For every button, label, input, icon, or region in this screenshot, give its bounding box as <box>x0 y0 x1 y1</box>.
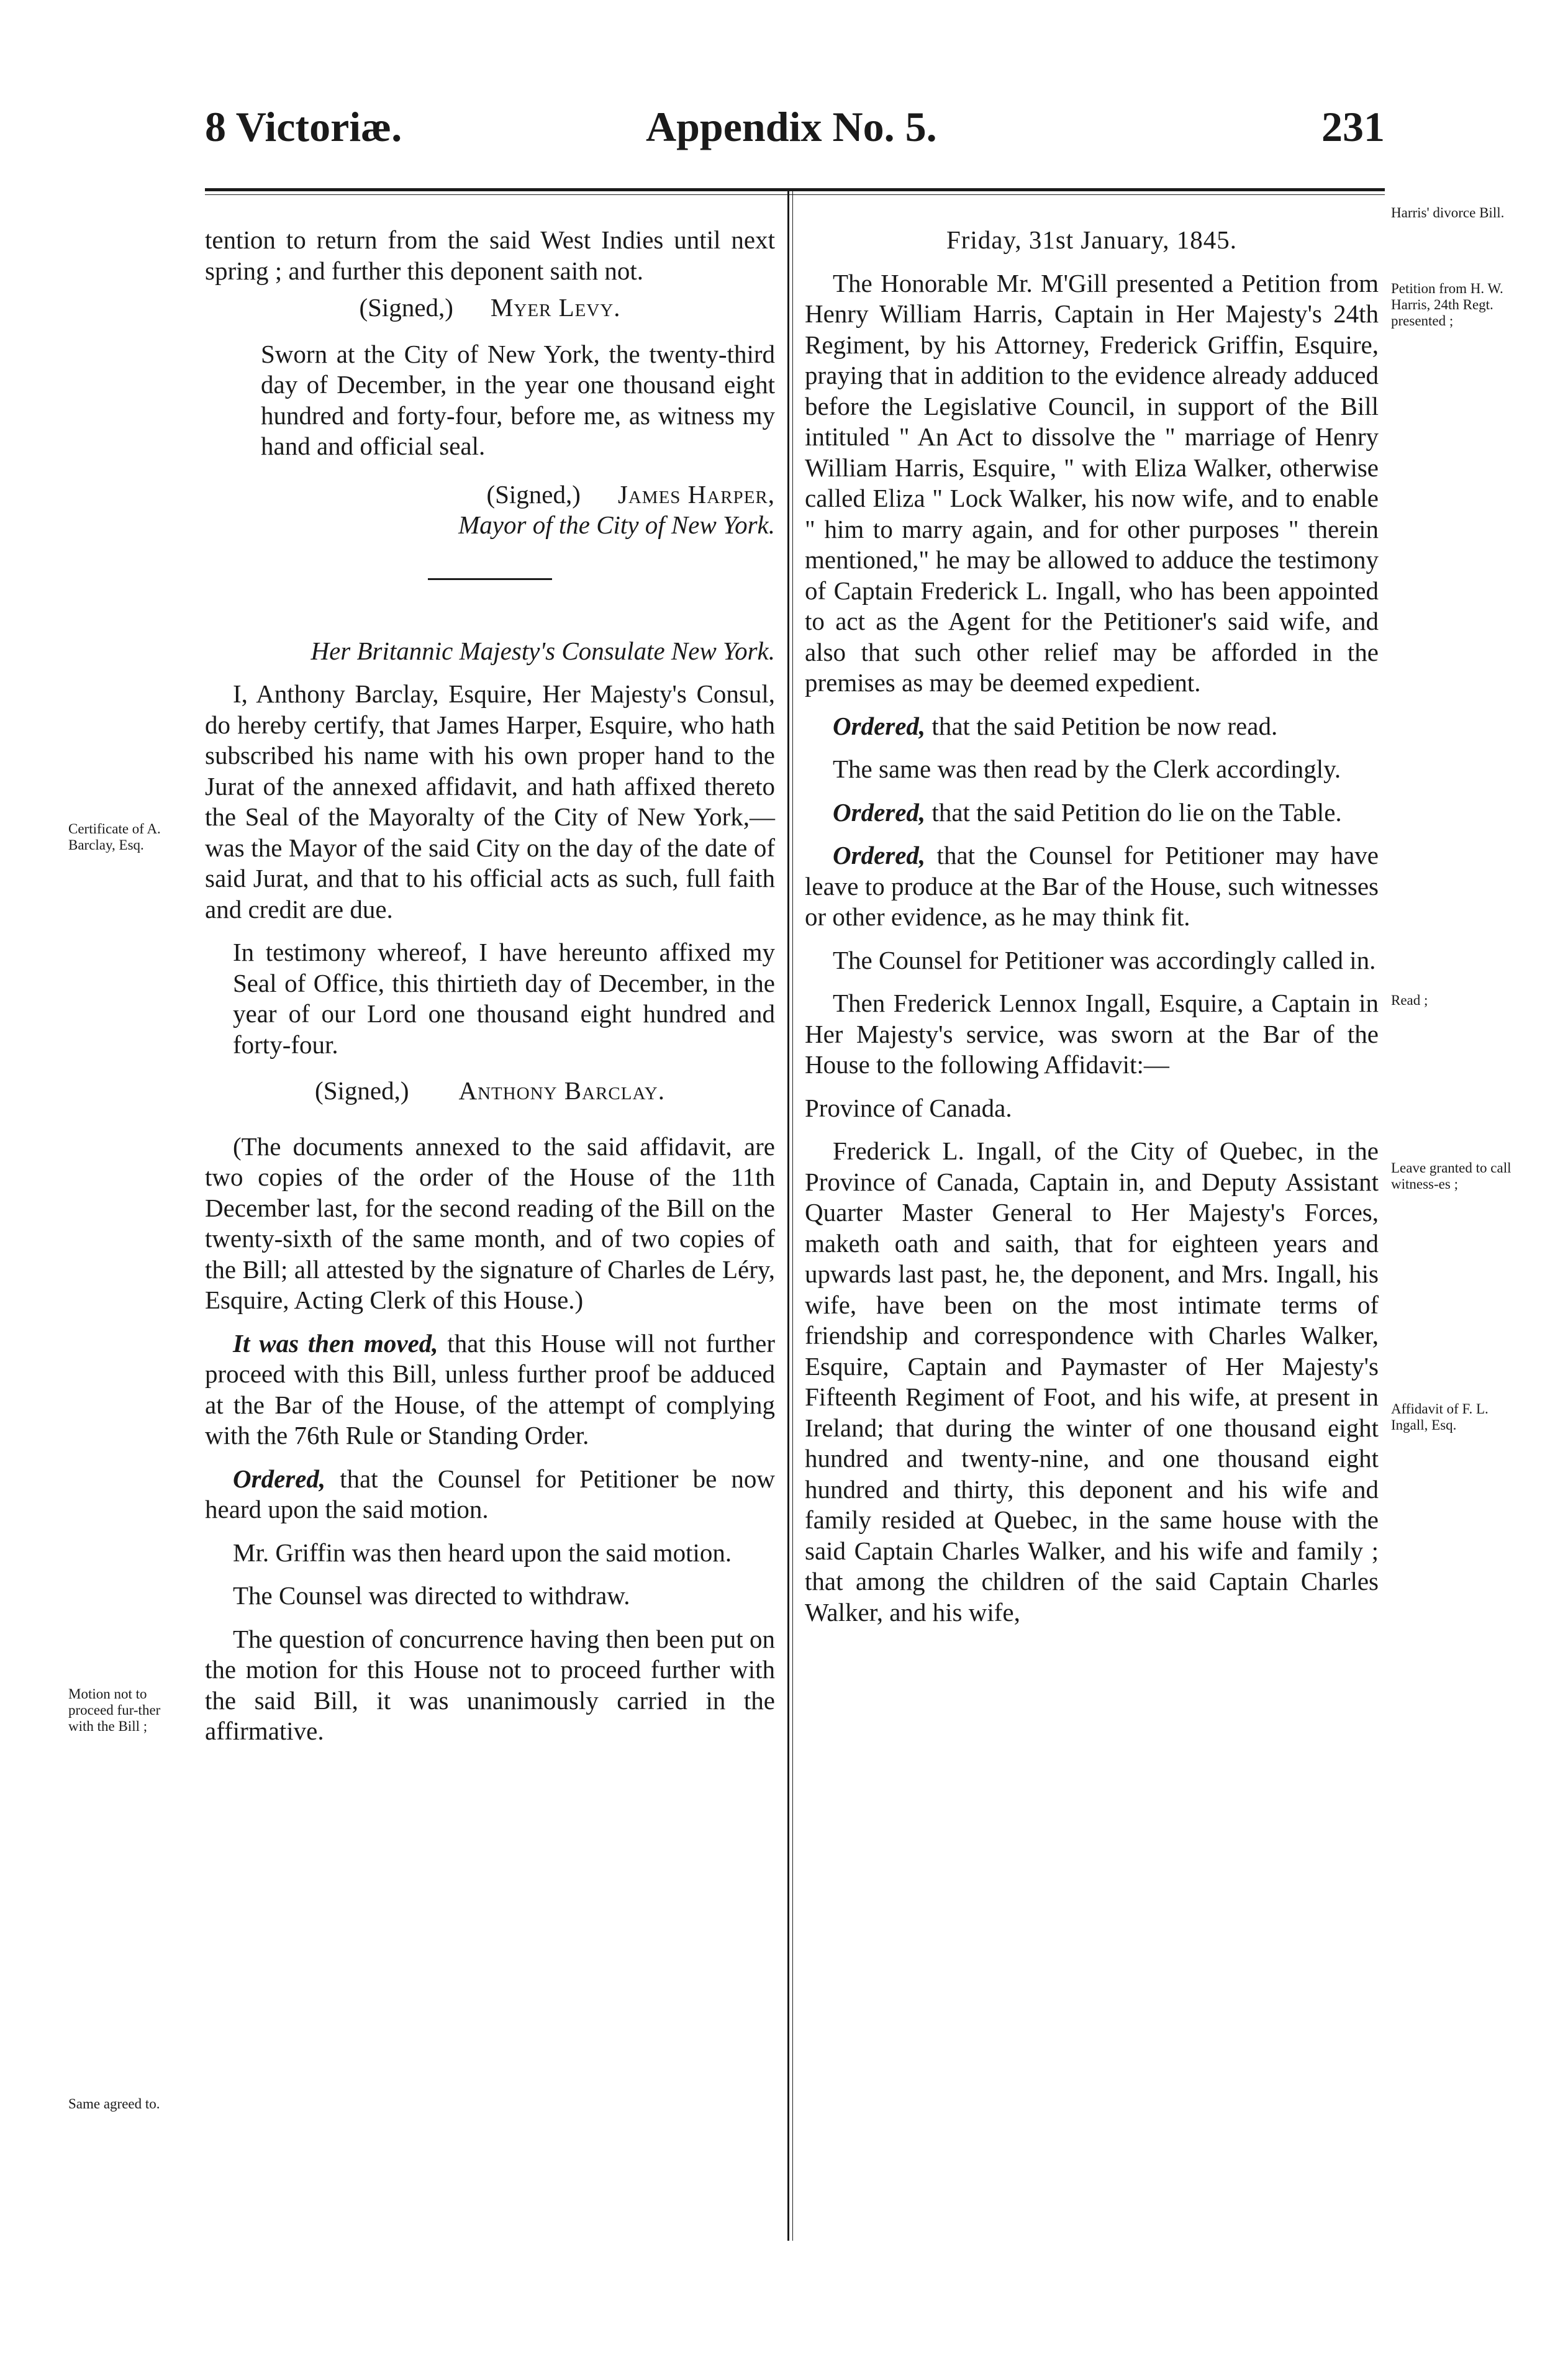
certification-paragraph: I, Anthony Barclay, Esquire, Her Majesty's Consul, do hereby certify, that James Harper, Esquire, who hath subscribed his name with his own proper hand to the Jurat of the annexed affidavit, and hath affixed thereto the Seal of the Mayoralty of the City of New York,—was the Mayor of the said City on the day of the date of said Jurat, and that to his official acts as such, full faith and credit are due. <box>205 679 775 923</box>
margin-note-certificate: Certificate of A. Barclay, Esq. <box>68 821 161 853</box>
column-divider <box>787 191 789 2241</box>
paragraph: The same was then read by the Clerk accordingly. <box>833 755 1341 783</box>
signature-line <box>205 1076 775 1107</box>
ordered-paragraph: Ordered, that the said Petition be now read. <box>833 711 1278 740</box>
paragraph: tention to return from the said West Indies until next spring ; and further this deponent saith not. <box>205 225 775 285</box>
margin-note-petition-presented: Petition from H. W. Harris, 24th Regt. presented ; <box>1391 281 1503 329</box>
paragraph: Then Frederick Lennox Ingall, Esquire, a Captain in Her Majesty's service, was sworn at the Bar of the House to the following Affidavit:— <box>805 989 1379 1079</box>
header-rule-thin <box>205 194 1385 195</box>
signatory-title: Mayor of the City of New York. <box>458 510 775 539</box>
signature-line <box>205 479 775 510</box>
margin-note-same-agreed: Same agreed to. <box>68 2096 160 2112</box>
consulate-heading: Her Britannic Majesty's Consulate New York. <box>310 636 775 665</box>
header-page-number: 231 <box>1321 103 1385 150</box>
header-session: 8 Victoriæ. <box>205 103 402 150</box>
signature-line <box>205 293 775 324</box>
header-rule-thick <box>205 188 1385 191</box>
petition-paragraph: The Honorable Mr. M'Gill presented a Petition from Henry William Harris, Captain in Her Majesty's 24th Regiment, by his Attorney, Frederick Griffin, Esquire, praying that in addition to the evidence already adduced before the Legislative Council, in support of the Bill intituled " An Act to dissolve the " marriage of Henry William Harris, Esquire, " with Eliza Walker, otherwise called Eliza " Lock Walker, his now wife, and to enable " him to marry again, and for other purposes " therein mentioned," he may be allowed to adduce the testimony of Captain Frederick L. Ingall, who has been appointed to act as the Agent for the Petitioner's said wife, and also that such other relief may be afforded in the premises as may be deemed expedient. <box>805 268 1379 697</box>
province-heading: Province of Canada. <box>805 1093 1012 1122</box>
page-header <box>205 103 1385 180</box>
column-divider-thin <box>792 191 793 2241</box>
left-column <box>205 225 775 1759</box>
documents-paragraph: (The documents annexed to the said affidavit, are two copies of the order of the House of the 11th December last, for the second reading of the Bill on the twenty-sixth of the same month, and of two copies of the Bill; all attested by the signature of Charles de Léry, Esquire, Acting Clerk of this House.) <box>205 1132 775 1314</box>
paragraph: The Counsel for Petitioner was accordingly called in. <box>833 945 1376 974</box>
section-divider <box>428 578 552 580</box>
sworn-statement: Sworn at the City of New York, the twenty-third day of December, in the year one thousand eight hundred and forty-four, before me, as witness my hand and official seal. <box>261 339 775 460</box>
paragraph: Mr. Griffin was then heard upon the said motion. <box>233 1538 732 1567</box>
date-heading: Friday, 31st January, 1845. <box>946 225 1238 254</box>
right-column <box>805 225 1379 1640</box>
margin-note-affidavit: Affidavit of F. L. Ingall, Esq. <box>1391 1401 1489 1433</box>
header-appendix: Appendix No. 5. <box>646 103 937 150</box>
signed-label: (Signed,) <box>359 293 453 322</box>
margin-note-harris-divorce: Harris' divorce Bill. <box>1391 205 1505 220</box>
testimony-paragraph: In testimony whereof, I have hereunto affixed my Seal of Office, this thirtieth day of December, in the year of our Lord one thousand eight hundred and forty-four. <box>233 938 775 1059</box>
paragraph: The question of concurrence having then been put on the motion for this House not to proceed further with the said Bill, it was unanimously carried in the affirmative. <box>205 1624 775 1745</box>
margin-note-motion: Motion not to proceed fur-ther with the Bill ; <box>68 1686 161 1734</box>
ordered-paragraph: Ordered, that the Counsel for Petitioner may have leave to produce at the Bar of the House, such witnesses or other evidence, as he may think fit. <box>805 841 1379 931</box>
ordered-paragraph: Ordered, that the said Petition do lie on the Table. <box>833 797 1342 827</box>
signed-label: (Signed,) <box>315 1076 409 1105</box>
signatory-name: Myer Levy. <box>490 293 621 322</box>
affidavit-paragraph: Frederick L. Ingall, of the City of Quebec, in the Province of Canada, Captain in, and Deputy Assistant Quarter Master General to Her Majesty's Forces, maketh oath and saith, that for eighteen years and upwards last past, he, the deponent, and Mrs. Ingall, his wife, have been on the most intimate terms of friendship and correspondence with Charles Walker, Esquire, Captain and Paymaster of Her Majesty's Fifteenth Regiment of Foot, and his wife, at present in Ireland; that during the winter of one thousand eight hundred and twenty-nine, and one thousand eight hundred and thirty, this deponent and his wife and family resided at Quebec, in the same house with the said Captain Charles Walker, and his wife and family ; that among the children of the said Captain Charles Walker, and his wife, <box>805 1137 1379 1627</box>
signatory-name: Anthony Barclay. <box>458 1076 665 1105</box>
motion-paragraph: It was then moved, that this House will not further proceed with this Bill, unless further proof be adduced at the Bar of the House, of the attempt of complying with the 76th Rule or Standing Order. <box>205 1328 775 1450</box>
margin-note-leave-granted: Leave granted to call witness-es ; <box>1391 1160 1511 1192</box>
ordered-paragraph: Ordered, that the Counsel for Petitioner be now heard upon the said motion. <box>205 1464 775 1523</box>
signatory-name: James Harper, <box>617 479 775 509</box>
signed-label: (Signed,) <box>486 479 581 509</box>
paragraph: The Counsel was directed to withdraw. <box>233 1581 630 1610</box>
margin-note-read: Read ; <box>1391 992 1428 1008</box>
